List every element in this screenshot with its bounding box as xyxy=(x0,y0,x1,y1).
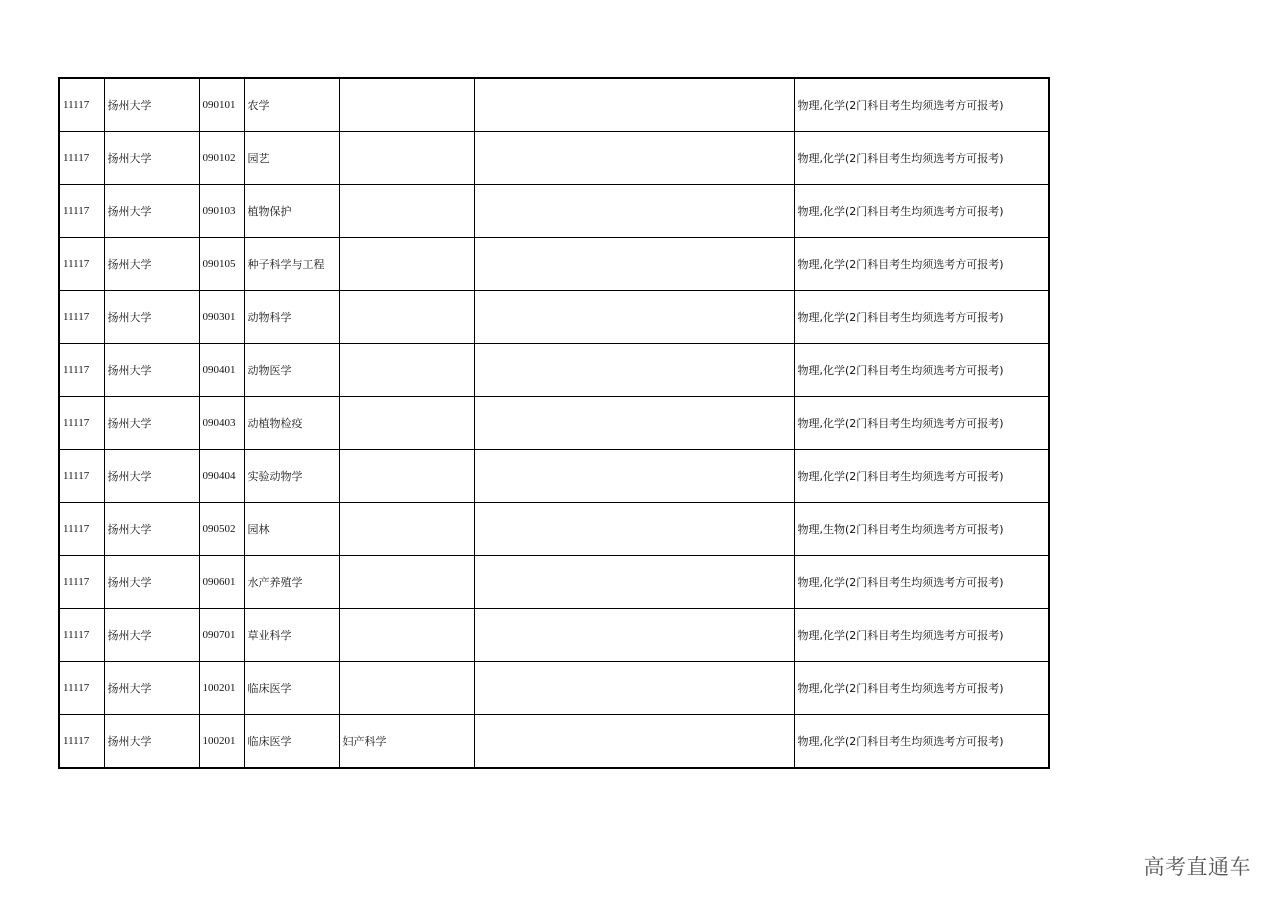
major-code-cell: 090502 xyxy=(199,503,244,556)
school-name-cell: 扬州大学 xyxy=(104,609,199,662)
requirement-cell: 物理,化学(2门科目考生均须选考方可报考) xyxy=(794,78,1049,132)
major-name-cell: 动植物检疫 xyxy=(244,397,339,450)
major-code-cell: 090105 xyxy=(199,238,244,291)
requirement-cell: 物理,化学(2门科目考生均须选考方可报考) xyxy=(794,662,1049,715)
direction-cell xyxy=(339,609,474,662)
major-code-cell: 090102 xyxy=(199,132,244,185)
major-code-cell: 090401 xyxy=(199,344,244,397)
note-cell xyxy=(474,344,794,397)
requirement-cell: 物理,化学(2门科目考生均须选考方可报考) xyxy=(794,397,1049,450)
direction-cell xyxy=(339,344,474,397)
major-name-cell: 农学 xyxy=(244,78,339,132)
major-code-cell: 090101 xyxy=(199,78,244,132)
direction-cell xyxy=(339,556,474,609)
table-row xyxy=(59,78,1049,132)
major-name-cell: 植物保护 xyxy=(244,185,339,238)
note-cell xyxy=(474,291,794,344)
major-name-cell: 种子科学与工程 xyxy=(244,238,339,291)
school-code-cell: 11117 xyxy=(59,344,104,397)
major-name-cell: 水产养殖学 xyxy=(244,556,339,609)
requirement-cell: 物理,化学(2门科目考生均须选考方可报考) xyxy=(794,291,1049,344)
direction-cell xyxy=(339,185,474,238)
major-name-cell: 园林 xyxy=(244,503,339,556)
school-code-cell: 11117 xyxy=(59,450,104,503)
school-name-cell: 扬州大学 xyxy=(104,291,199,344)
school-name-cell: 扬州大学 xyxy=(104,132,199,185)
school-code-cell: 11117 xyxy=(59,715,104,769)
direction-cell xyxy=(339,503,474,556)
note-cell xyxy=(474,78,794,132)
major-code-cell: 100201 xyxy=(199,715,244,769)
school-name-cell: 扬州大学 xyxy=(104,662,199,715)
table-row xyxy=(59,238,1049,291)
school-name-cell: 扬州大学 xyxy=(104,556,199,609)
major-name-cell: 动物科学 xyxy=(244,291,339,344)
note-cell xyxy=(474,450,794,503)
school-code-cell: 11117 xyxy=(59,238,104,291)
table-row xyxy=(59,397,1049,450)
major-name-cell: 园艺 xyxy=(244,132,339,185)
requirement-cell: 物理,化学(2门科目考生均须选考方可报考) xyxy=(794,609,1049,662)
subject-requirements-table xyxy=(58,77,1050,769)
school-name-cell: 扬州大学 xyxy=(104,450,199,503)
table-row xyxy=(59,185,1049,238)
direction-cell xyxy=(339,78,474,132)
note-cell xyxy=(474,715,794,769)
table-row xyxy=(59,503,1049,556)
direction-cell xyxy=(339,132,474,185)
major-code-cell: 100201 xyxy=(199,662,244,715)
school-name-cell: 扬州大学 xyxy=(104,397,199,450)
school-code-cell: 11117 xyxy=(59,132,104,185)
table-row xyxy=(59,556,1049,609)
requirement-cell: 物理,化学(2门科目考生均须选考方可报考) xyxy=(794,556,1049,609)
school-name-cell: 扬州大学 xyxy=(104,715,199,769)
direction-cell xyxy=(339,238,474,291)
table-row xyxy=(59,609,1049,662)
major-name-cell: 临床医学 xyxy=(244,715,339,769)
school-code-cell: 11117 xyxy=(59,185,104,238)
table-row xyxy=(59,450,1049,503)
major-code-cell: 090701 xyxy=(199,609,244,662)
major-name-cell: 动物医学 xyxy=(244,344,339,397)
major-name-cell: 草业科学 xyxy=(244,609,339,662)
school-name-cell: 扬州大学 xyxy=(104,78,199,132)
school-name-cell: 扬州大学 xyxy=(104,238,199,291)
major-name-cell: 实验动物学 xyxy=(244,450,339,503)
direction-cell xyxy=(339,662,474,715)
school-code-cell: 11117 xyxy=(59,291,104,344)
major-code-cell: 090103 xyxy=(199,185,244,238)
school-code-cell: 11117 xyxy=(59,662,104,715)
direction-cell xyxy=(339,397,474,450)
requirement-cell: 物理,化学(2门科目考生均须选考方可报考) xyxy=(794,715,1049,769)
note-cell xyxy=(474,662,794,715)
note-cell xyxy=(474,238,794,291)
requirement-cell: 物理,化学(2门科目考生均须选考方可报考) xyxy=(794,450,1049,503)
school-code-cell: 11117 xyxy=(59,556,104,609)
note-cell xyxy=(474,556,794,609)
direction-cell xyxy=(339,450,474,503)
watermark-text: 高考直通车 xyxy=(1143,855,1251,879)
note-cell xyxy=(474,132,794,185)
note-cell xyxy=(474,609,794,662)
major-name-cell: 临床医学 xyxy=(244,662,339,715)
requirement-cell: 物理,化学(2门科目考生均须选考方可报考) xyxy=(794,185,1049,238)
direction-cell: 妇产科学 xyxy=(339,715,474,769)
school-code-cell: 11117 xyxy=(59,397,104,450)
requirement-cell: 物理,化学(2门科目考生均须选考方可报考) xyxy=(794,238,1049,291)
school-name-cell: 扬州大学 xyxy=(104,344,199,397)
direction-cell xyxy=(339,291,474,344)
school-code-cell: 11117 xyxy=(59,78,104,132)
school-code-cell: 11117 xyxy=(59,609,104,662)
major-code-cell: 090601 xyxy=(199,556,244,609)
note-cell xyxy=(474,503,794,556)
major-code-cell: 090403 xyxy=(199,397,244,450)
school-name-cell: 扬州大学 xyxy=(104,185,199,238)
table-row xyxy=(59,344,1049,397)
note-cell xyxy=(474,397,794,450)
table-row xyxy=(59,132,1049,185)
requirement-cell: 物理,化学(2门科目考生均须选考方可报考) xyxy=(794,344,1049,397)
table-row xyxy=(59,715,1049,769)
major-code-cell: 090301 xyxy=(199,291,244,344)
school-code-cell: 11117 xyxy=(59,503,104,556)
table-row xyxy=(59,662,1049,715)
requirement-cell: 物理,化学(2门科目考生均须选考方可报考) xyxy=(794,132,1049,185)
major-code-cell: 090404 xyxy=(199,450,244,503)
note-cell xyxy=(474,185,794,238)
requirement-cell: 物理,生物(2门科目考生均须选考方可报考) xyxy=(794,503,1049,556)
school-name-cell: 扬州大学 xyxy=(104,503,199,556)
table-body xyxy=(59,78,1049,768)
table-row xyxy=(59,291,1049,344)
